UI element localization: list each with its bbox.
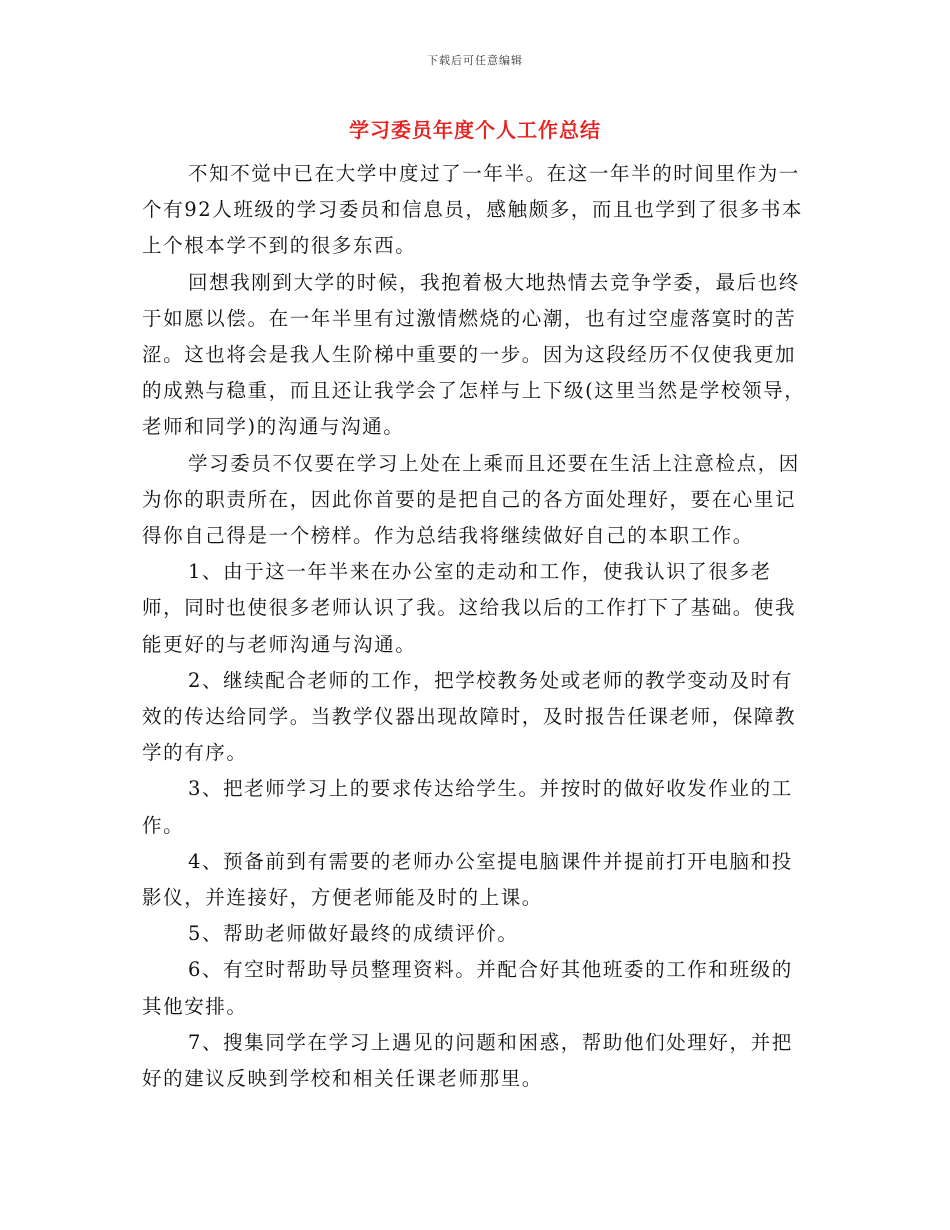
paragraph-intro: 不知不觉中已在大学中度过了一年半。在这一年半的时间里作为一个有92人班级的学习委员和信息员，感触颇多，而且也学到了很多书本上个根本学不到的很多东西。 (142, 162, 804, 258)
list-item-2: 2、继续配合老师的工作，把学校教务处或老师的教学变动及时有效的传达给同学。当教学仪器出现故障时，及时报告任课老师，保障教学的有序。 (142, 668, 797, 765)
list-item-3: 3、把老师学习上的要求传达给学生。并按时的做好收发作业的工作。 (142, 777, 793, 837)
document-title: 学习委员年度个人工作总结 (349, 118, 601, 142)
list-item-4: 4、预备前到有需要的老师办公室提电脑课件并提前打开电脑和投影仪，并连接好，方便老师能及时的上课。 (142, 849, 793, 910)
list-item-6: 6、有空时帮助导员整理资料。并配合好其他班委的工作和班级的其他安排。 (142, 958, 793, 1018)
list-item-1: 1、由于这一年半来在办公室的走动和工作，使我认识了很多老师，同时也使很多老师认识了我。这给我以后的工作打下了基础。使我能更好的与老师沟通与沟通。 (142, 560, 797, 656)
paragraph-recollection: 回想我刚到大学的时候，我抱着极大地热情去竞争学委，最后也终于如愿以偿。在一年半里有过激情燃烧的心潮，也有过空虚落寞时的苦涩。这也将会是我人生阶梯中重要的一步。因为这段经历不仅使我更加的成熟与稳重，而且还让我学会了怎样与上下级(这里当然是学校领导，老师和同学)的沟通与沟通。 (142, 270, 806, 439)
document-body (142, 156, 810, 1097)
list-item-7: 7、搜集同学在学习上遇见的问题和困惑，帮助他们处理好，并把好的建议反映到学校和相关任课老师那里。 (142, 1030, 793, 1091)
list-item-5: 5、帮助老师做好最终的成绩评价。 (188, 922, 519, 946)
paragraph-responsibility: 学习委员不仅要在学习上处在上乘而且还要在生活上注意检点，因为你的职责所在，因此你首要的是把自己的各方面处理好，要在心里记得你自己得是一个榜样。作为总结我将继续做好自己的本职工作。 (142, 451, 800, 548)
header-note: 下载后可任意编辑 (427, 54, 523, 67)
